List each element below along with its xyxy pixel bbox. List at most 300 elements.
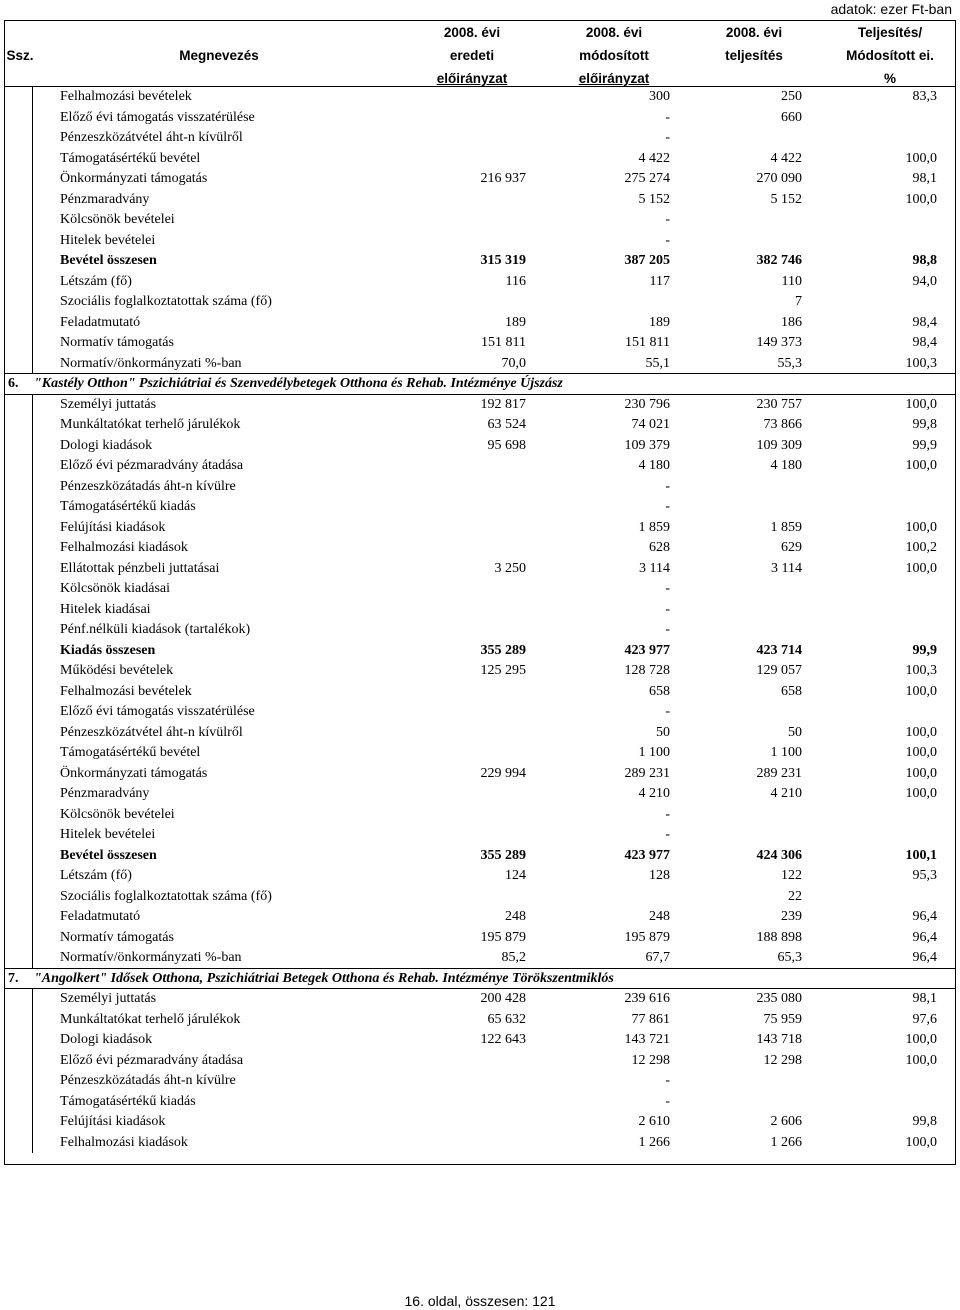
table-row bbox=[4, 928, 955, 949]
row-name: "Angolkert" Idősek Otthona, Pszichiátriai Betegek Otthona és Rehab. Intézménye Törökszentmiklós bbox=[34, 970, 614, 986]
row-value-col4: 100,0 bbox=[905, 724, 937, 740]
row-value-col1: 3 250 bbox=[494, 560, 526, 576]
header-col3: 2008. évi teljesítés bbox=[725, 25, 783, 63]
row-value-col2: 77 861 bbox=[631, 1011, 670, 1027]
table-row bbox=[4, 579, 955, 600]
row-value-col2: 55,1 bbox=[645, 355, 670, 371]
row-ssz bbox=[4, 579, 33, 600]
row-value-col1: 315 319 bbox=[480, 253, 526, 268]
row-name: Felhalmozási bevételek bbox=[60, 683, 192, 699]
row-ssz bbox=[4, 436, 33, 457]
row-value-col4: 96,4 bbox=[912, 929, 937, 945]
row-value-col2: - bbox=[665, 704, 670, 719]
table-border-bottom bbox=[4, 1164, 956, 1165]
table-row bbox=[4, 477, 955, 498]
row-value-col2: 1 100 bbox=[638, 745, 670, 760]
row-value-col3: 423 714 bbox=[756, 642, 802, 658]
row-value-col3: 122 bbox=[781, 868, 802, 883]
row-ssz bbox=[4, 743, 33, 764]
row-value-col3: 5 152 bbox=[770, 191, 802, 207]
row-name: Feladatmutató bbox=[60, 314, 141, 330]
row-value-col3: 289 231 bbox=[756, 765, 802, 781]
row-value-col3: 22 bbox=[788, 888, 802, 904]
row-value-col2: 248 bbox=[649, 909, 670, 924]
table-border-right bbox=[955, 20, 956, 1165]
row-ssz bbox=[4, 702, 33, 723]
row-name: Felhalmozási kiadások bbox=[60, 1134, 188, 1150]
row-name: Hitelek bevételei bbox=[60, 827, 156, 842]
row-value-col4: 100,0 bbox=[905, 1052, 937, 1068]
table-row bbox=[4, 518, 955, 539]
table-row bbox=[4, 436, 955, 457]
row-ssz bbox=[4, 1092, 33, 1113]
row-value-col2: - bbox=[665, 827, 670, 842]
row-value-col4: 100,0 bbox=[905, 458, 937, 473]
table-row bbox=[4, 456, 955, 477]
table-row bbox=[4, 1092, 955, 1113]
row-value-col4: 100,0 bbox=[905, 560, 937, 576]
table-row bbox=[4, 846, 955, 867]
row-value-col2: 117 bbox=[649, 273, 670, 289]
row-value-col2: 423 977 bbox=[624, 642, 670, 658]
row-name: Normatív támogatás bbox=[60, 929, 174, 945]
row-name: Szociális foglalkoztatottak száma (fő) bbox=[60, 888, 272, 904]
table-row bbox=[4, 1030, 955, 1051]
row-value-col1: 248 bbox=[505, 909, 526, 924]
table-row bbox=[4, 641, 955, 662]
row-value-col2: - bbox=[665, 232, 670, 248]
row-value-col4: 100,3 bbox=[905, 355, 937, 371]
row-value-col3: 250 bbox=[781, 89, 802, 104]
row-value-col4: 98,4 bbox=[912, 314, 937, 330]
header-col1: 2008. évi eredeti előirányzat bbox=[436, 25, 508, 86]
row-value-col4: 98,4 bbox=[912, 335, 937, 350]
table-row bbox=[4, 292, 955, 313]
row-name: Felújítási kiadások bbox=[60, 1114, 166, 1129]
table-row bbox=[4, 620, 955, 641]
row-ssz bbox=[4, 518, 33, 539]
row-value-col2: 143 721 bbox=[624, 1032, 670, 1047]
row-value-col4: 96,4 bbox=[912, 950, 937, 965]
table-row bbox=[4, 1010, 955, 1031]
row-value-col4: 97,6 bbox=[912, 1011, 937, 1027]
row-value-col1: 95 698 bbox=[487, 437, 526, 453]
table-row bbox=[4, 559, 955, 580]
row-name: Önkormányzati támogatás bbox=[60, 765, 208, 781]
row-name: Személyi juttatás bbox=[60, 991, 157, 1006]
row-value-col3: 4 210 bbox=[770, 786, 802, 801]
row-value-col2: - bbox=[665, 109, 670, 125]
row-value-col2: 658 bbox=[649, 683, 670, 699]
row-value-col2: 300 bbox=[649, 89, 670, 104]
row-name: Támogatásértékű kiadás bbox=[60, 1093, 196, 1109]
row-name: Munkáltatókat terhelő járulékok bbox=[60, 417, 241, 432]
row-value-col3: 50 bbox=[788, 724, 802, 740]
header-col2: 2008. évi módosított előirányzat bbox=[578, 25, 650, 86]
table-row bbox=[4, 805, 955, 826]
row-value-col3: 239 bbox=[781, 909, 802, 924]
row-value-col4: 98,1 bbox=[912, 991, 937, 1006]
row-value-col2: 4 210 bbox=[638, 786, 670, 801]
row-value-col2: 1 266 bbox=[638, 1134, 670, 1150]
row-ssz bbox=[4, 784, 33, 805]
row-value-col4: 100,0 bbox=[905, 150, 937, 166]
row-value-col1: 151 811 bbox=[481, 335, 526, 350]
row-ssz bbox=[4, 333, 33, 354]
row-name: Támogatásértékű kiadás bbox=[60, 499, 196, 514]
row-ssz bbox=[4, 292, 33, 313]
row-value-col4: 98,8 bbox=[912, 253, 937, 268]
row-value-col4: 98,1 bbox=[912, 171, 937, 186]
row-value-col3: 1 100 bbox=[770, 745, 802, 760]
row-value-col3: 73 866 bbox=[763, 417, 802, 432]
row-ssz bbox=[4, 805, 33, 826]
row-ssz bbox=[4, 620, 33, 641]
row-ssz bbox=[4, 1051, 33, 1072]
row-name: Létszám (fő) bbox=[60, 868, 132, 883]
row-ssz bbox=[4, 251, 33, 272]
table-row bbox=[4, 723, 955, 744]
row-value-col3: 4 180 bbox=[770, 458, 802, 473]
row-ssz bbox=[4, 477, 33, 498]
row-name: Ellátottak pénzbeli juttatásai bbox=[60, 560, 220, 576]
row-value-col2: - bbox=[665, 130, 670, 145]
row-value-col2: 239 616 bbox=[624, 991, 670, 1006]
row-value-col1: 355 289 bbox=[480, 642, 526, 658]
row-value-col3: 143 718 bbox=[756, 1032, 802, 1047]
unit-note: adatok: ezer Ft-ban bbox=[830, 1, 952, 17]
table-row bbox=[4, 108, 955, 129]
row-ssz bbox=[4, 313, 33, 334]
row-value-col4: 99,8 bbox=[912, 1114, 937, 1129]
row-value-col3: 629 bbox=[781, 540, 802, 555]
row-ssz bbox=[4, 1133, 33, 1154]
row-value-col2: 3 114 bbox=[639, 560, 670, 576]
row-value-col4: 100,0 bbox=[905, 191, 937, 207]
row-ssz bbox=[4, 87, 33, 108]
row-value-col3: 149 373 bbox=[756, 335, 802, 350]
row-ssz bbox=[4, 1030, 33, 1051]
row-name: Dologi kiadások bbox=[60, 1032, 153, 1047]
row-ssz bbox=[4, 948, 33, 968]
row-name: Kölcsönök kiadásai bbox=[60, 581, 171, 596]
row-value-col2: 189 bbox=[649, 314, 670, 330]
row-name: Pénzeszközátadás áht-n kívülre bbox=[60, 1073, 236, 1088]
section-row bbox=[4, 969, 955, 990]
row-value-col2: 387 205 bbox=[624, 253, 670, 268]
table-row bbox=[4, 395, 955, 416]
row-name: Pénzeszközátvétel áht-n kívülről bbox=[60, 724, 243, 740]
row-value-col1: 195 879 bbox=[480, 929, 526, 945]
table-row bbox=[4, 149, 955, 170]
row-value-col4: 83,3 bbox=[912, 89, 937, 104]
row-value-col3: 4 422 bbox=[770, 150, 802, 166]
row-value-col4: 100,0 bbox=[905, 786, 937, 801]
row-name: Normatív/önkormányzati %-ban bbox=[60, 355, 242, 371]
row-value-col2: 628 bbox=[649, 540, 670, 555]
table-row bbox=[4, 989, 955, 1010]
row-value-col2: - bbox=[665, 499, 670, 514]
row-value-col3: 7 bbox=[795, 294, 802, 309]
row-value-col3: 55,3 bbox=[777, 355, 802, 371]
row-ssz: 6. bbox=[8, 376, 19, 391]
row-value-col4: 100,0 bbox=[905, 396, 937, 412]
row-value-col1: 122 643 bbox=[480, 1032, 526, 1047]
row-value-col2: 67,7 bbox=[645, 950, 670, 965]
row-value-col4: 100,0 bbox=[905, 1134, 937, 1150]
row-ssz bbox=[4, 887, 33, 908]
table-row bbox=[4, 661, 955, 682]
row-value-col4: 100,0 bbox=[905, 765, 937, 781]
row-ssz bbox=[4, 415, 33, 436]
table-row bbox=[4, 743, 955, 764]
row-ssz bbox=[4, 1112, 33, 1133]
table-row bbox=[4, 169, 955, 190]
row-value-col1: 124 bbox=[505, 868, 526, 883]
row-value-col1: 125 295 bbox=[480, 663, 526, 678]
row-value-col2: - bbox=[665, 806, 670, 822]
table-row bbox=[4, 764, 955, 785]
row-name: Munkáltatókat terhelő járulékok bbox=[60, 1011, 241, 1027]
row-value-col3: 110 bbox=[781, 273, 802, 289]
row-ssz bbox=[4, 641, 33, 662]
row-name: Előző évi támogatás visszatérülése bbox=[60, 704, 255, 719]
data-table bbox=[4, 86, 955, 1153]
row-value-col2: - bbox=[665, 1073, 670, 1088]
header-megnevezes: Megnevezés bbox=[179, 48, 259, 63]
row-name: Pénzeszközátvétel áht-n kívülről bbox=[60, 130, 243, 145]
row-ssz bbox=[4, 169, 33, 190]
row-value-col4: 100,0 bbox=[905, 1032, 937, 1047]
row-value-col3: 75 959 bbox=[763, 1011, 802, 1027]
table-row bbox=[4, 210, 955, 231]
table-row bbox=[4, 251, 955, 272]
table-row bbox=[4, 887, 955, 908]
row-ssz bbox=[4, 538, 33, 559]
row-ssz bbox=[4, 210, 33, 231]
row-name: Szociális foglalkoztatottak száma (fő) bbox=[60, 294, 272, 309]
row-name: Működési bevételek bbox=[60, 663, 174, 678]
table-row bbox=[4, 538, 955, 559]
row-ssz bbox=[4, 600, 33, 621]
row-value-col4: 100,0 bbox=[905, 519, 937, 535]
row-name: Pénzmaradvány bbox=[60, 786, 150, 801]
row-value-col1: 189 bbox=[505, 314, 526, 330]
row-value-col2: 2 610 bbox=[638, 1114, 670, 1129]
row-value-col4: 94,0 bbox=[912, 273, 937, 289]
row-value-col3: 2 606 bbox=[770, 1114, 802, 1129]
row-name: Pénf.nélküli kiadások (tartalékok) bbox=[60, 622, 251, 637]
row-name: Felújítási kiadások bbox=[60, 519, 166, 535]
row-value-col4: 99,9 bbox=[912, 437, 937, 453]
table-row bbox=[4, 1112, 955, 1133]
row-name: Normatív támogatás bbox=[60, 335, 174, 350]
row-value-col1: 85,2 bbox=[501, 950, 526, 965]
row-value-col2: 275 274 bbox=[624, 171, 670, 186]
row-name: Hitelek bevételei bbox=[60, 232, 156, 248]
row-name: Felhalmozási bevételek bbox=[60, 89, 192, 104]
row-ssz bbox=[4, 866, 33, 887]
row-ssz bbox=[4, 497, 33, 518]
header-col4: Teljesítés/ Módosított ei. % bbox=[846, 25, 934, 86]
row-name: Bevétel összesen bbox=[60, 847, 157, 863]
row-value-col3: 235 080 bbox=[756, 991, 802, 1006]
row-value-col3: 109 309 bbox=[756, 437, 802, 453]
row-name: Személyi juttatás bbox=[60, 396, 157, 412]
row-name: Létszám (fő) bbox=[60, 273, 132, 289]
table-row bbox=[4, 682, 955, 703]
row-ssz bbox=[4, 456, 33, 477]
row-value-col3: 12 298 bbox=[763, 1052, 802, 1068]
row-value-col2: 289 231 bbox=[624, 765, 670, 781]
row-value-col2: - bbox=[665, 1093, 670, 1109]
row-value-col3: 660 bbox=[781, 109, 802, 125]
table-row bbox=[4, 907, 955, 928]
row-name: Kölcsönök bevételei bbox=[60, 212, 175, 227]
row-value-col2: - bbox=[665, 581, 670, 596]
row-ssz bbox=[4, 661, 33, 682]
row-value-col3: 1 859 bbox=[770, 519, 802, 535]
row-value-col2: 128 728 bbox=[624, 663, 670, 678]
row-name: Normatív/önkormányzati %-ban bbox=[60, 950, 242, 965]
row-name: Hitelek kiadásai bbox=[60, 601, 151, 617]
row-value-col4: 100,3 bbox=[905, 663, 937, 678]
row-value-col3: 424 306 bbox=[756, 847, 802, 863]
row-ssz bbox=[4, 559, 33, 580]
row-value-col4: 100,0 bbox=[905, 745, 937, 760]
row-value-col2: 151 811 bbox=[625, 335, 670, 350]
row-value-col3: 382 746 bbox=[756, 253, 802, 268]
row-value-col4: 100,0 bbox=[905, 683, 937, 699]
row-ssz bbox=[4, 825, 33, 846]
row-ssz bbox=[4, 395, 33, 416]
row-value-col2: 4 180 bbox=[638, 458, 670, 473]
page-footer: 16. oldal, összesen: 121 bbox=[404, 1293, 556, 1309]
table-row bbox=[4, 866, 955, 887]
table-row bbox=[4, 497, 955, 518]
row-name: Dologi kiadások bbox=[60, 437, 153, 453]
table-row bbox=[4, 784, 955, 805]
row-value-col2: 109 379 bbox=[624, 437, 670, 453]
row-ssz bbox=[4, 846, 33, 867]
row-ssz bbox=[4, 1010, 33, 1031]
row-name: Támogatásértékű bevétel bbox=[60, 745, 201, 760]
row-value-col1: 229 994 bbox=[480, 765, 526, 781]
row-value-col4: 99,9 bbox=[912, 642, 937, 658]
row-value-col2: - bbox=[665, 478, 670, 494]
row-name: Pénzmaradvány bbox=[60, 191, 150, 207]
table-border-left bbox=[4, 20, 5, 1165]
row-value-col4: 100,1 bbox=[905, 847, 937, 863]
row-value-col2: 5 152 bbox=[638, 191, 670, 207]
header-ssz: Ssz. bbox=[6, 48, 34, 63]
row-value-col1: 216 937 bbox=[480, 171, 526, 186]
table-row bbox=[4, 702, 955, 723]
table-row bbox=[4, 272, 955, 293]
row-value-col2: 12 298 bbox=[631, 1052, 670, 1068]
row-value-col2: 423 977 bbox=[624, 847, 670, 863]
row-value-col1: 70,0 bbox=[501, 355, 526, 371]
row-value-col4: 95,3 bbox=[912, 868, 937, 883]
row-ssz bbox=[4, 149, 33, 170]
row-value-col3: 230 757 bbox=[756, 396, 802, 412]
row-name: Támogatásértékű bevétel bbox=[60, 150, 201, 166]
row-value-col4: 99,8 bbox=[912, 417, 937, 432]
row-value-col3: 658 bbox=[781, 683, 802, 699]
row-value-col3: 129 057 bbox=[756, 663, 802, 678]
row-name: Előző évi pézmaradvány átadása bbox=[60, 1052, 244, 1068]
row-value-col2: 74 021 bbox=[631, 417, 670, 432]
row-ssz bbox=[4, 1071, 33, 1092]
row-value-col3: 186 bbox=[781, 314, 802, 330]
table-row bbox=[4, 600, 955, 621]
row-name: Kiadás összesen bbox=[60, 642, 156, 658]
row-value-col2: 230 796 bbox=[624, 396, 670, 412]
row-ssz bbox=[4, 723, 33, 744]
row-value-col1: 355 289 bbox=[480, 847, 526, 863]
row-ssz bbox=[4, 190, 33, 211]
row-ssz bbox=[4, 989, 33, 1010]
table-row bbox=[4, 231, 955, 252]
row-ssz bbox=[4, 764, 33, 785]
section-row bbox=[4, 374, 955, 395]
row-value-col2: 4 422 bbox=[638, 150, 670, 166]
table-row bbox=[4, 1071, 955, 1092]
row-ssz bbox=[4, 928, 33, 949]
table-row bbox=[4, 354, 955, 375]
row-value-col1: 116 bbox=[505, 273, 526, 289]
table-row bbox=[4, 1051, 955, 1072]
row-ssz: 7. bbox=[8, 970, 19, 986]
row-value-col3: 270 090 bbox=[756, 171, 802, 186]
row-value-col1: 63 524 bbox=[487, 417, 526, 432]
table-row bbox=[4, 313, 955, 334]
row-ssz bbox=[4, 108, 33, 129]
row-ssz bbox=[4, 128, 33, 149]
row-ssz bbox=[4, 682, 33, 703]
row-name: Bevétel összesen bbox=[60, 253, 157, 268]
row-name: Pénzeszközátadás áht-n kívülre bbox=[60, 478, 236, 494]
row-value-col2: 128 bbox=[649, 868, 670, 883]
row-value-col3: 65,3 bbox=[777, 950, 802, 965]
row-value-col1: 200 428 bbox=[480, 991, 526, 1006]
row-ssz bbox=[4, 272, 33, 293]
row-name: Önkormányzati támogatás bbox=[60, 171, 208, 186]
row-value-col2: 50 bbox=[656, 724, 670, 740]
row-ssz bbox=[4, 231, 33, 252]
row-ssz bbox=[4, 354, 33, 374]
table-row bbox=[4, 825, 955, 846]
row-value-col3: 1 266 bbox=[770, 1134, 802, 1150]
row-value-col3: 3 114 bbox=[771, 560, 802, 576]
row-value-col2: - bbox=[665, 622, 670, 637]
table-row bbox=[4, 190, 955, 211]
table-row bbox=[4, 87, 955, 108]
table-row bbox=[4, 333, 955, 354]
row-ssz bbox=[4, 907, 33, 928]
row-value-col1: 65 632 bbox=[487, 1011, 526, 1027]
row-name: Kölcsönök bevételei bbox=[60, 806, 175, 822]
table-header bbox=[4, 20, 955, 87]
row-value-col2: - bbox=[665, 212, 670, 227]
row-name: "Kastély Otthon" Pszichiátriai és Szenvedélybetegek Otthona és Rehab. Intézménye Újszász bbox=[34, 376, 563, 391]
row-value-col2: - bbox=[665, 601, 670, 617]
row-value-col2: 1 859 bbox=[638, 519, 670, 535]
row-value-col1: 192 817 bbox=[480, 396, 526, 412]
row-name: Előző évi pézmaradvány átadása bbox=[60, 458, 244, 473]
table-row bbox=[4, 1133, 955, 1154]
row-name: Előző évi támogatás visszatérülése bbox=[60, 109, 255, 125]
